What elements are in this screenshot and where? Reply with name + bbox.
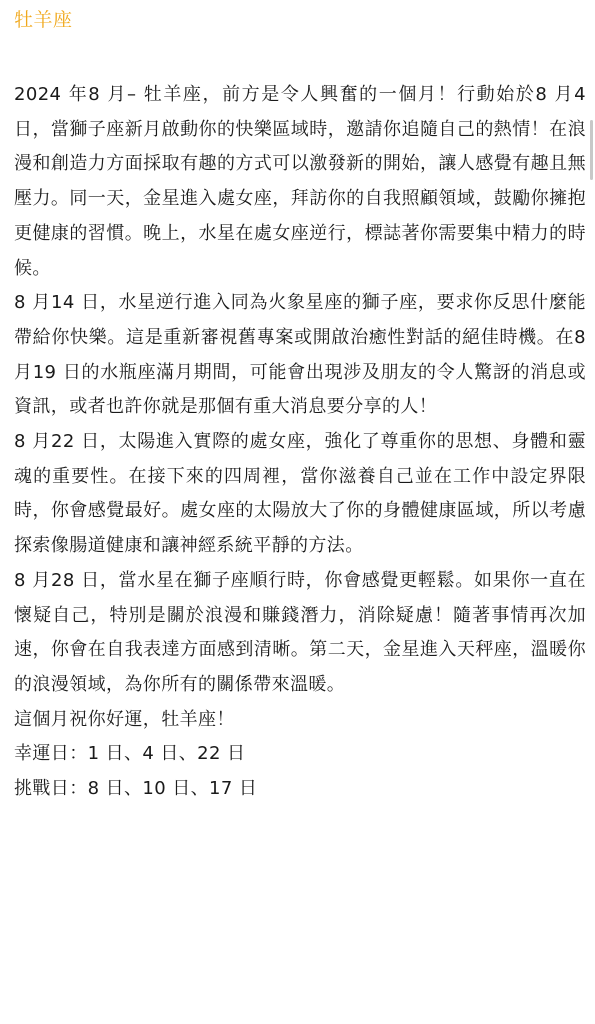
article-body (14, 78, 586, 807)
paragraph-intro: 2024 年8 月– 牡羊座，前方是令人興奮的一個月！行動始於8 月4 日，當獅子座新月啟動你的快樂區域時，邀請你追隨自己的熱情！在浪漫和創造力方面採取有趣的方式可以激發新的開始，讓人感覺有趣且無壓力。同一天，金星進入處女座，拜訪你的自我照顧領域，鼓勵你擁抱更健康的習慣。晚上，水星在處女座逆行，標誌著你需要集中精力的時候。 (14, 84, 586, 279)
paragraph-aug-22: 8 月22 日，太陽進入實際的處女座，強化了尊重你的思想、身體和靈魂的重要性。在接下來的四周裡，當你滋養自己並在工作中設定界限時，你會感覺最好。處女座的太陽放大了你的身體健康區域，所以考慮探索像腸道健康和讓神經系統平靜的方法。 (14, 431, 586, 557)
paragraph-aug-14: 8 月14 日，水星逆行進入同為火象星座的獅子座，要求你反思什麼能帶給你快樂。這是重新審視舊專案或開啟治癒性對話的絕佳時機。在8 月19 日的水瓶座滿月期間，可能會出現涉及朋友的令人驚訝的消息或資訊，或者也許你就是那個有重大消息要分享的人！ (14, 292, 586, 418)
page-title: 牡羊座 (14, 9, 73, 31)
paragraph-aug-28: 8 月28 日，當水星在獅子座順行時，你會感覺更輕鬆。如果你一直在懷疑自己，特別是關於浪漫和賺錢潛力，消除疑慮！隨著事情再次加速，你會在自我表達方面感到清晰。第二天，金星進入天秤座，溫暖你的浪漫領域，為你所有的關係帶來溫暖。 (14, 569, 586, 695)
scrollbar[interactable] (590, 120, 593, 180)
lucky-days: 幸運日：1 日、4 日、22 日 (14, 743, 246, 765)
paragraph-closing: 這個月祝你好運，牡羊座！ (14, 708, 235, 730)
challenge-days: 挑戰日：8 日、10 日、17 日 (14, 778, 258, 800)
